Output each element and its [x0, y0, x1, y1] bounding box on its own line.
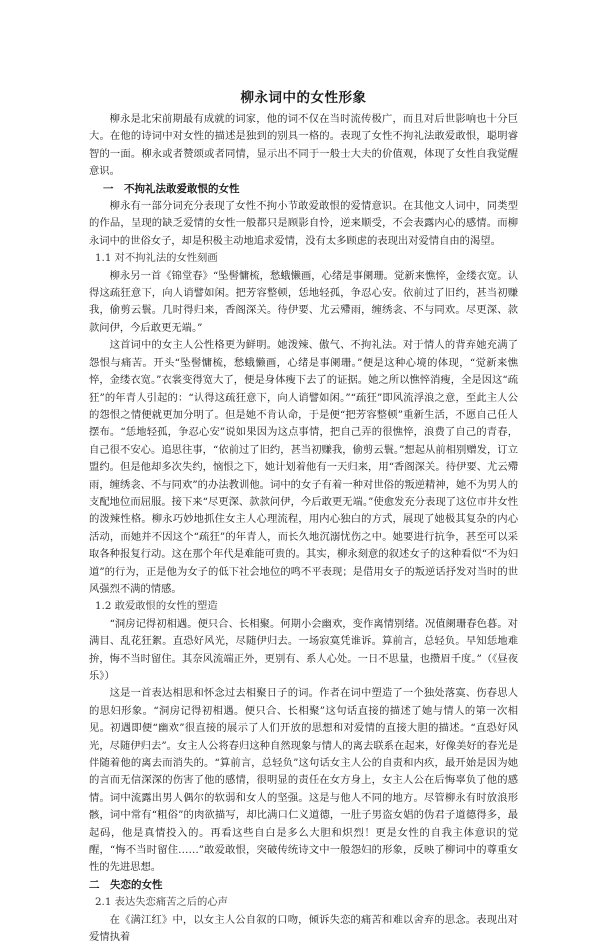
- subsection-1-1-heading: 1.1 对不拘礼法的女性刻画: [95, 252, 218, 265]
- subsection-2-1-heading: 2.1 表达失恋痛苦之后的心声: [95, 896, 228, 909]
- subsection-1-2-poem: “洞房记得初相遇。便只合、长相聚。何期小会幽欢，变作离情别绪。况值阑珊春色暮。对满目、乱花狂絮。直恐好风光，尽随伊归去。一场寂寞凭谁诉。算前言，总轻负。早知恁地难拚，悔不当时留住。其奈风流端正外，更别有、系人心处。一日不思量，也攒眉千度。”（《昼夜乐》）: [89, 617, 518, 682]
- section-2-heading: 二 失恋的女性: [89, 878, 163, 891]
- intro-paragraph: 柳永是北宋前期最有成就的词家，他的词不仅在当时流传极广，而且对后世影响也十分巨大。在他的诗词中对女性的描述是独到的别具一格的。表现了女性不拘礼法敢爱敢恨，聪明睿智的一面。柳永或者赞颂或者同情，显示出不同于一般士大夫的价值观，体现了女性自我觉醒意识。: [89, 113, 518, 178]
- subsection-1-1-analysis: 这首词中的女主人公性格更为鲜明。她泼辣、傲气、不拘礼法。对于情人的背弃她充满了怨恨与痛苦。开头“坠髻慵梳，愁蛾懒画，心绪是事阑珊。”便是这种心境的体现，“觉新来憔悴，金缕衣宽。”衣裳变得宽大了，便是身体瘦下去了的证据。她之所以憔悴消瘦，全是因这“疏狂”的年青人引起的：“认得这疏狂意下，向人诮譬如闲。”“疏狂”即风流浮浪之意，至此主人公的怨恨之情便就更加分明了。但是她不肯认命，于是便“把芳容整顿”重新生活，不愿自己任人摆布。“恁地轻孤，争忍心安”说如果因为这点事情，把自己弄的很憔悴，浪费了自己的青春，自己很不安心。追思往事，“依前过了旧约，甚当初赚我，偷剪云鬟。”想起从前相别赠发，订立盟约。但是他却多次失约，恼恨之下，她计划着他有一天归来，用“香阁深关。待伊要、尤云殢雨，缠绣衾、不与同欢”的办法教训他。词中的女子有着一种对世俗的叛逆精神，她不为男人的支配地位而屈服。接下来“尽更深、款款问伊，今后敢更无端。”使愈发充分表现了这位市井女性的泼辣性格。柳永巧妙地抓住女主人心理流程，用内心独白的方式，展现了她极其复杂的内心活动，而她并不因这个“疏狂”的年青人，而长久地沉溺忧伤之中。她要进行抗争，甚至可以采取各种报复行动。这在那个年代是难能可贵的。其实，柳永刻意的叙述女子的这种看似“不为妇道”的行为，正是他为女子的低下社会地位的鸣不平表现；是借用女子的叛逆话抒发对当时的世风强烈不满的情感。: [89, 339, 518, 595]
- page-title: 柳永词中的女性形象: [240, 90, 367, 106]
- subsection-1-2-analysis: 这是一首表达相思和怀念过去相聚日子的词。作者在词中塑造了一个独处落寞、伤春思人的思妇形象。“洞房记得初相遇。便只合、长相聚”这句话直接的描述了她与情人的第一次相见。初遇即便“幽欢”很直接的展示了人们开放的思想和对爱情的直接大胆的描述。“直恐好风光，尽随伊归去”。女主人公将春归这种自然现象与情人的离去联系在起来，好像美好的春光是伴随着他的离去而消失的。“算前言，总轻负”这句话女主人公的自责和内疚，最开始是因为她的言而无信深深的伤害了他的感情，很明显的责任在女方身上，女主人公在后悔辜负了他的感情。词中流露出男人偶尔的软弱和女人的坚强。这是与他人不同的地方。尽管柳永有时放浪形骸，词中常有“粗俗”的肉欲描写，却比满口仁义道德，一肚子男盗女娼的伪君子道德得多，最起码，他是真情投入的。再看这些自白是多么大胆和炽烈！更是女性的自我主体意识的觉醒，“悔不当时留住……”敢爱敢恨，突破传统诗文中一般怨妇的形象，反映了柳词中的尊重女性的先进思想。: [89, 687, 518, 874]
- section-1-heading: 一 不拘礼法敢爱敢恨的女性: [103, 182, 240, 195]
- section-1-intro: 柳永有一部分词充分表现了女性不拘小节敢爱敢恨的爱情意识。在其他文人词中，同类型的作品，呈现的缺乏爱情的女性一般都只是顾影自怜，逆来顺受，不会表露内心的感情。而柳永词中的世俗女子，却是积极主动地追求爱情，没有太多顾虑的表现出对爱情自由的渴望。: [89, 200, 518, 247]
- subsection-1-2-heading: 1.2 敢爱敢恨的女性的塑造: [95, 600, 218, 613]
- subsection-2-1-paragraph: 在《满江红》中，以女主人公自叙的口吻，倾诉失恋的痛苦和难以舍弃的思念。表现出对爱情执着: [89, 913, 518, 944]
- subsection-1-1-poem: 柳永另一首《锦堂春》“坠髻慵梳，愁蛾懒画，心绪是事阑珊。觉新来憔悴，金缕衣宽。认得这疏狂意下，向人诮譬如闲。把芳容整顿，恁地轻孤，争忍心安。依前过了旧约，甚当初赚我，偷剪云鬟。几时得归来，香阁深关。待伊要、尤云殢雨，缠绣衾、不与同欢。尽更深、款款问伊，今后敢更无端。”: [89, 269, 518, 334]
